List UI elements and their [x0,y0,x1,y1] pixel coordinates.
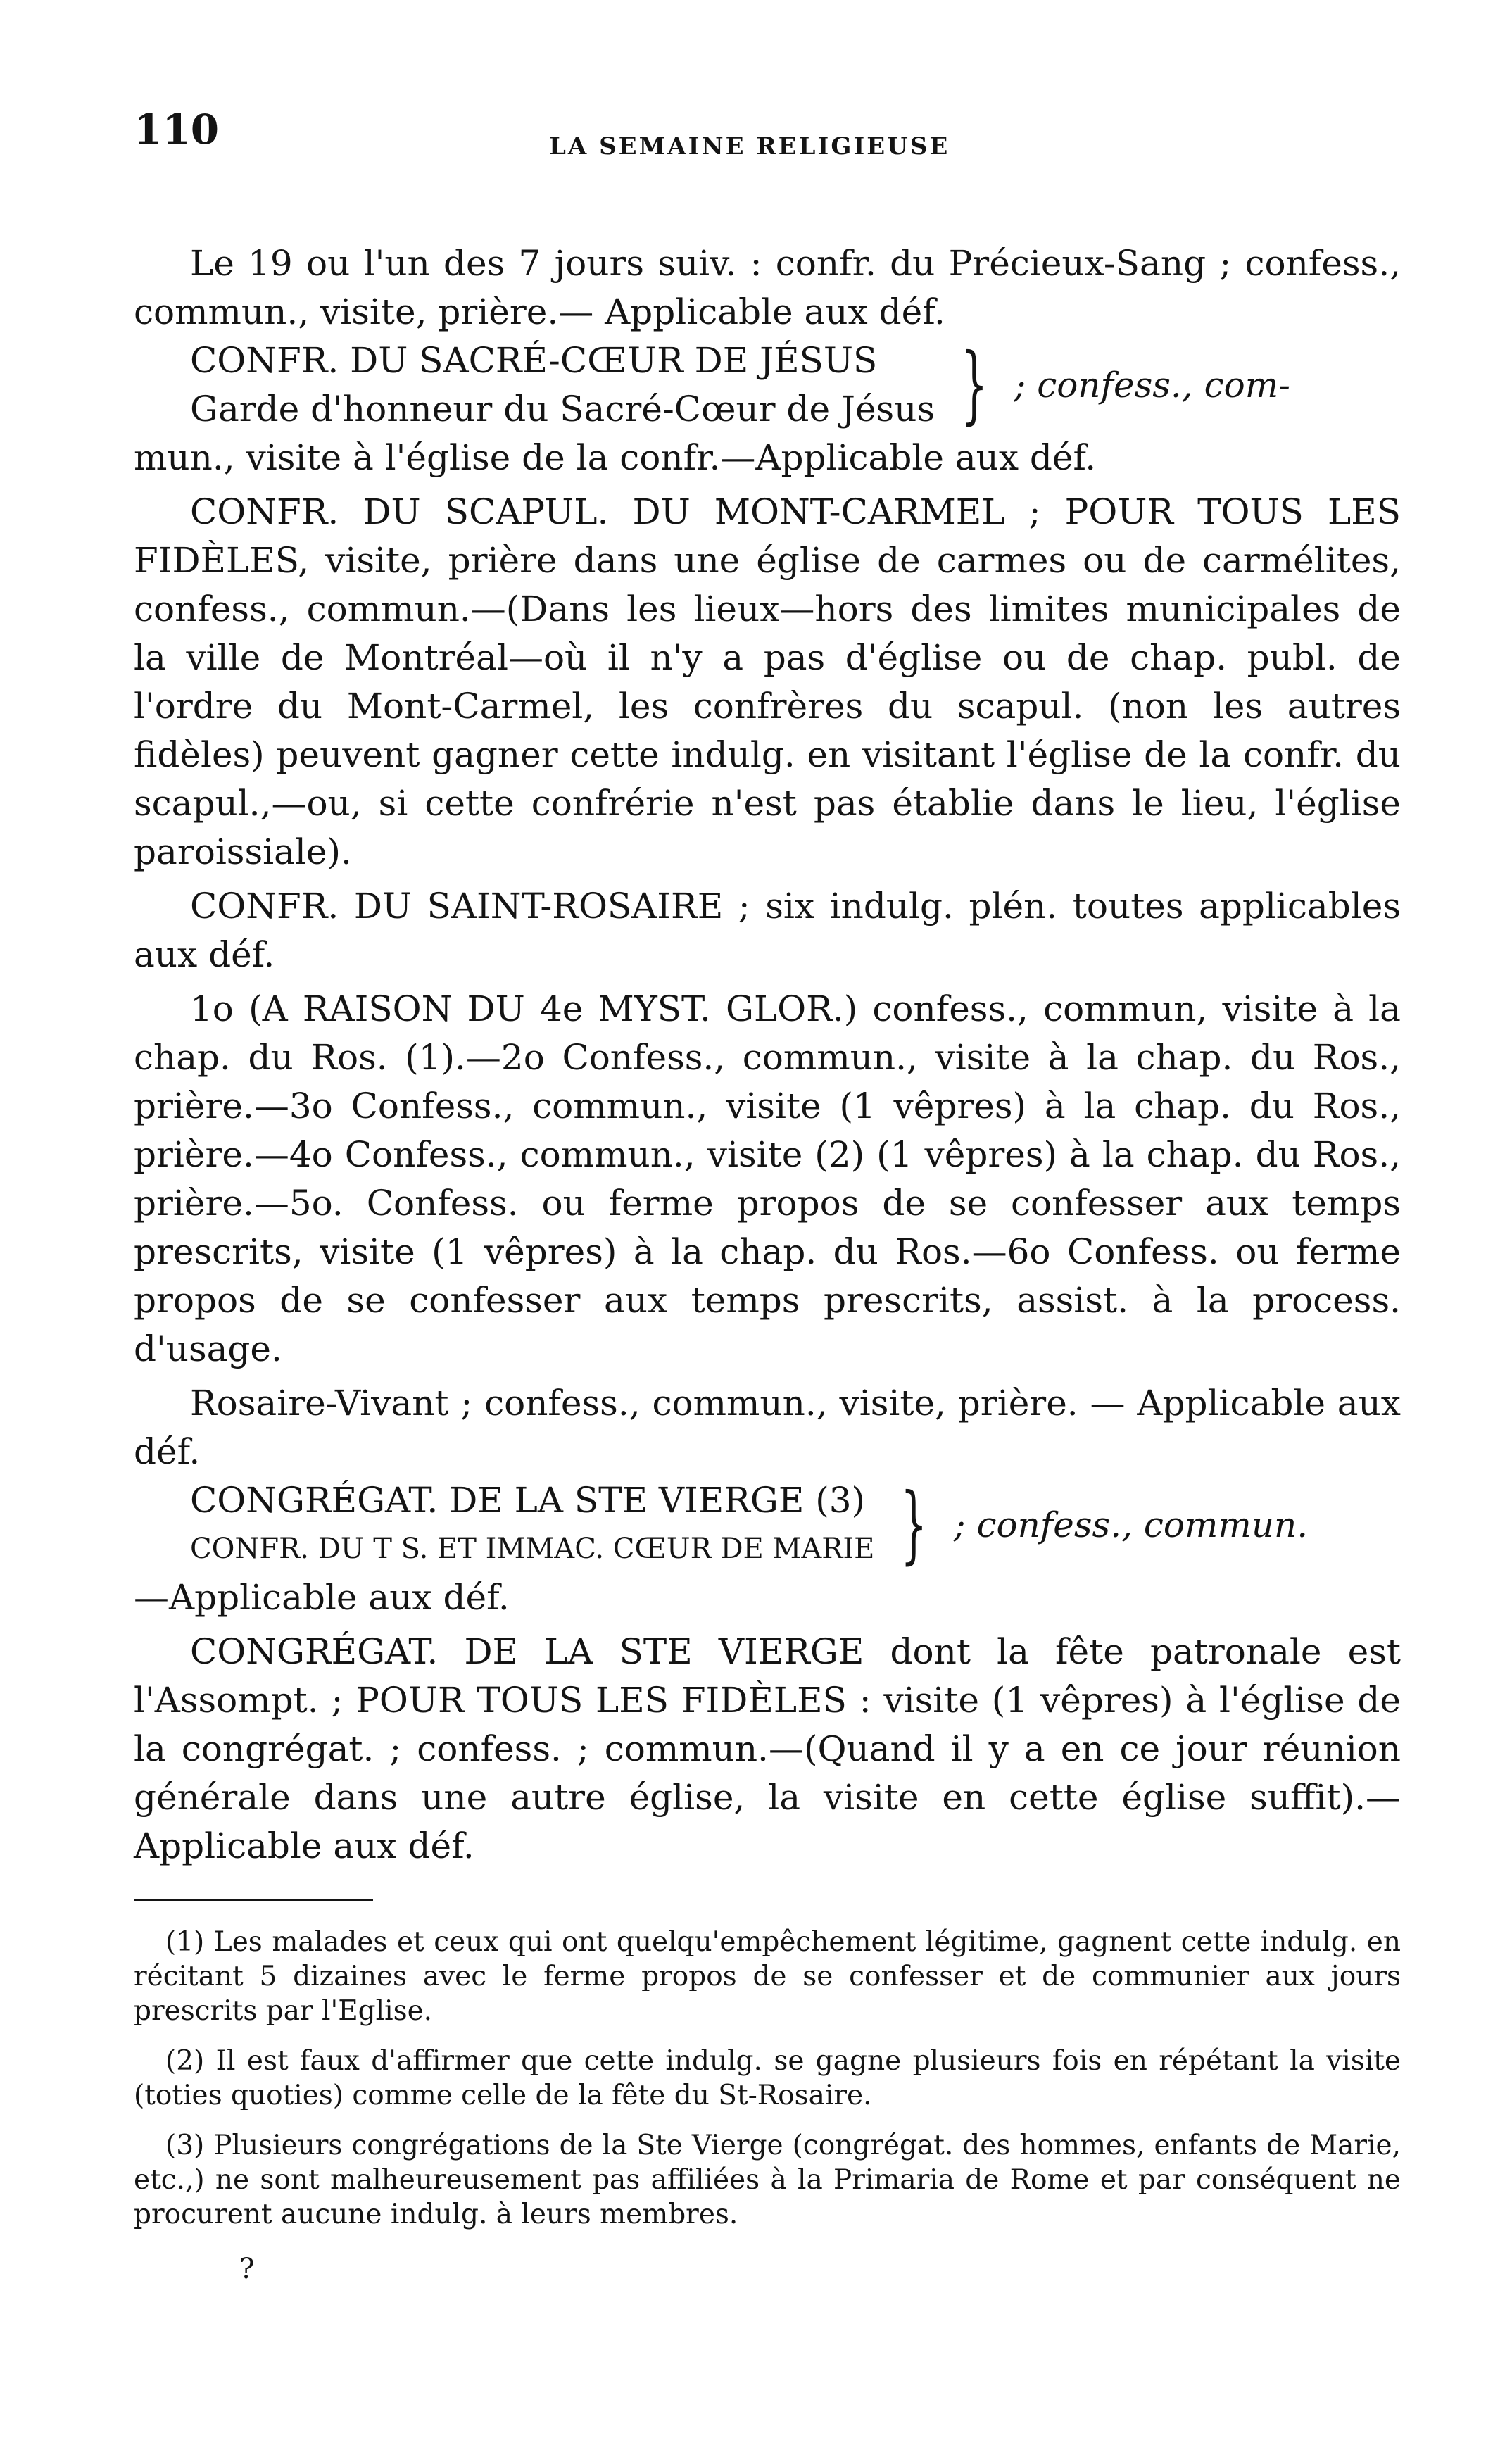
page-header [134,106,1401,169]
paragraph-saint-rosaire: CONFR. DU SAINT-ROSAIRE ; six indulg. plén. toutes applicables aux déf. [134,886,1401,975]
brace-line: CONFR. DU SACRÉ-CŒUR DE JÉSUS [190,340,878,381]
main-text [134,239,1401,1871]
brace-suffix: ; confess., commun. [953,1504,1309,1545]
brace-line: CONFR. DU T S. ET IMMAC. CŒUR DE MARIE [190,1533,875,1565]
paragraph-rosaire-list: 1o (A RAISON DU 4e MYST. GLOR.) confess., commun, visite à la chap. du Ros. (1).—2o Confess., commun., visite à la chap. du Ros., prière.—3o Confess., commun., visite (1 vêpres) à la chap. du Ros., prière.—4o Confess., commun., visite (2) (1 vêpres) à la chap. du Ros., prière.—5o. Confess. ou ferme propos de se confesser aux temps prescrits, visite (1 vêpres) à la chap. du Ros.—6o Confess. ou ferme propos de se confesser aux temps prescrits, assist. à la process. d'usage. [134,988,1401,1369]
footnote-rule [134,1899,373,1901]
curly-brace-icon: } [961,336,988,434]
curly-brace-icon: } [900,1476,928,1573]
tail-mark: ? [239,2253,255,2285]
paragraph-continuation: —Applicable aux déf. [134,1577,510,1618]
page [134,106,1401,2285]
paragraph-rosaire-vivant: Rosaire-Vivant ; confess., commun., visite, prière. — Applicable aux déf. [134,1383,1401,1472]
paragraph-continuation: mun., visite à l'église de la confr.—Applicable aux déf. [134,437,1097,478]
paragraph-scapulaire: CONFR. DU SCAPUL. DU MONT-CARMEL ; POUR TOUS LES FIDÈLES, visite, prière dans une église de carmes ou de carmélites, confess., commun.—(Dans les lieux—hors des limites municipales de la ville de Montréal—où il n'y a pas d'église ou de chap. publ. de l'ordre du Mont-Carmel, les confrères du scapul. (non les autres fidèles) peuvent gagner cette indulg. en visitant l'église de la confr. du scapul.,—ou, si cette confrérie n'est pas établie dans le lieu, l'église paroissiale). [134,491,1401,872]
brace-block-sacre-coeur [134,337,1401,434]
footnote-2: (2) Il est faux d'affirmer que cette indulg. se gagne plusieurs fois en répétant la visite (toties quoties) comme celle de la fête du St-Rosaire. [134,2045,1401,2111]
footnotes [134,1925,1401,2232]
paragraph-precieux-sang: Le 19 ou l'un des 7 jours suiv. : confr. du Précieux-Sang ; confess., commun., visite, prière.— Applicable aux déf. [134,243,1401,332]
brace-block-congregat [134,1476,1401,1573]
brace-line: CONGRÉGAT. DE LA STE VIERGE (3) [190,1480,866,1521]
brace-suffix: ; confess., com- [1014,364,1291,406]
paragraph-congregat-assompt: CONGRÉGAT. DE LA STE VIERGE dont la fête patronale est l'Assompt. ; POUR TOUS LES FIDÈLES : visite (1 vêpres) à l'église de la congrégat. ; confess. ; commun.—(Quand il y a en ce jour réunion générale dans une autre église, la visite en cette église suffit).—Applicable aux déf. [134,1631,1401,1866]
footnote-3: (3) Plusieurs congrégations de la Ste Vierge (congrégat. des hommes, enfants de Marie, etc.,) ne sont malheureusement pas affiliées à la Primaria de Rome et par conséquent ne procurent aucune indulg. à leurs membres. [134,2130,1401,2230]
brace-line: Garde d'honneur du Sacré-Cœur de Jésus [190,389,935,429]
page-number: 110 [134,106,220,153]
running-head: LA SEMAINE RELIGIEUSE [549,132,950,161]
footnote-1: (1) Les malades et ceux qui ont quelqu'empêchement légitime, gagnent cette indulg. en récitant 5 dizaines avec le ferme propos de se confesser et de communier aux jours prescrits par l'Eglise. [134,1926,1401,2027]
